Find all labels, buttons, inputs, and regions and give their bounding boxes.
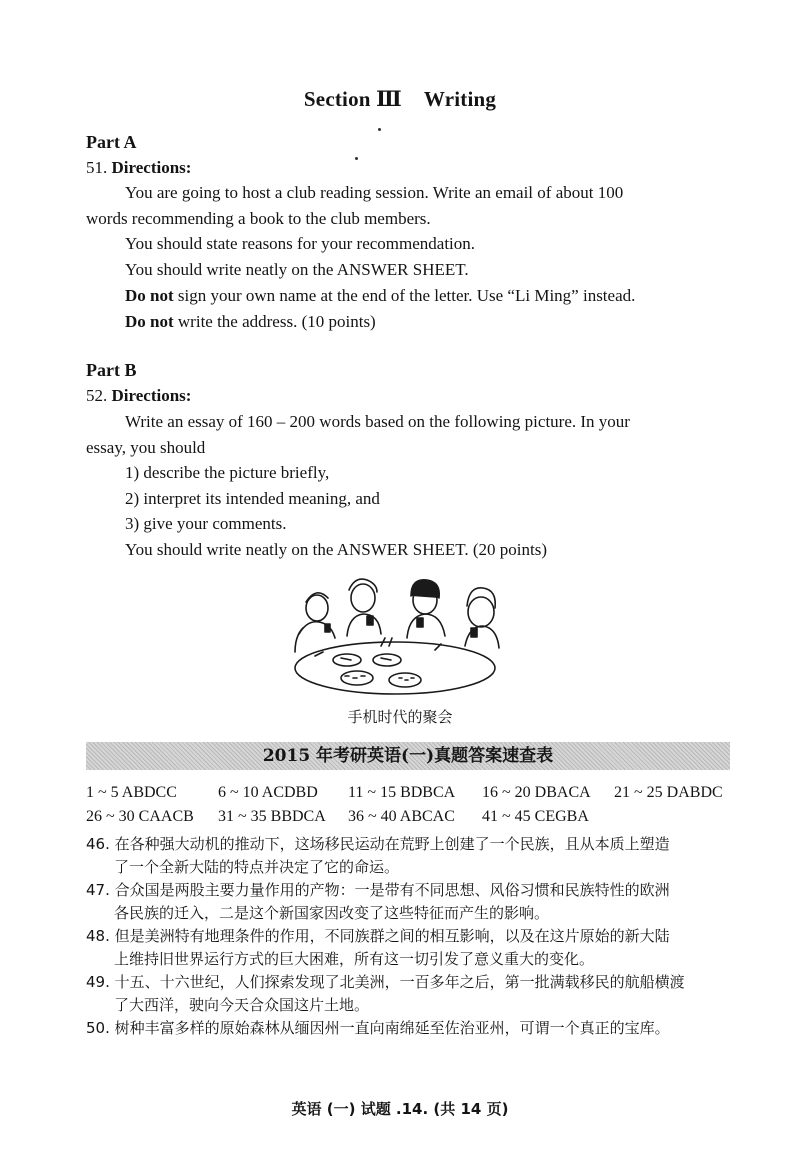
phone-icon — [325, 624, 330, 632]
part-a-instruction — [125, 312, 376, 332]
part-b-line: essay, you should — [86, 438, 206, 457]
person-left — [306, 595, 328, 621]
answer-48: 48. 但是美洲特有地理条件的作用，不同族群之间的相互影响，以及在这片原始的新大陆 — [86, 927, 670, 945]
speck-mark — [378, 128, 381, 131]
answer-group: 11 ~ 15 BDBCA — [348, 784, 456, 801]
phone-icon — [367, 616, 373, 625]
instruction-text: write the address. (10 points) — [173, 312, 376, 331]
part-b-list-item: 2) interpret its intended meaning, and — [125, 489, 380, 508]
answer-key-banner: 2015 年考研英语(一)真题答案速查表 — [86, 742, 730, 770]
answer-group: 36 ~ 40 ABCAC — [348, 808, 455, 825]
part-a-line: words recommending a book to the club members. — [86, 209, 431, 228]
part-b-line: You should write neatly on the ANSWER SHEET. (20 points) — [125, 540, 547, 559]
answer-49: 49. 十五、十六世纪，人们探索发现了北美洲，一百多年之后，第一批满载移民的航船横渡 — [86, 973, 685, 991]
part-b-line: Write an essay of 160 – 200 words based on the following picture. In your — [125, 412, 630, 431]
part-b-list-item: 1) describe the picture briefly, — [125, 463, 330, 482]
person-middle-left — [351, 584, 375, 612]
part-a-instruction — [125, 286, 635, 306]
phone-icon — [471, 628, 477, 637]
answer-47-continued: 各民族的迁入，二是这个新国家因改变了这些特征而产生的影响。 — [114, 904, 550, 922]
answer-group: 6 ~ 10 ACDBD — [218, 784, 318, 801]
answer-group: 41 ~ 45 CEGBA — [482, 808, 589, 825]
page-footer: 英语 (一) 试题 .14. (共 14 页) — [291, 1100, 509, 1118]
part-a-line: You should state reasons for your recommendation. — [125, 234, 476, 253]
answer-group: 21 ~ 25 DABDC — [614, 784, 723, 801]
directions-label: Directions: — [111, 158, 192, 177]
question-52-number: 52. — [86, 386, 108, 405]
answer-group: 16 ~ 20 DBACA — [482, 784, 591, 801]
dinner-phones-illustration — [285, 568, 505, 696]
part-a-line: You should write neatly on the ANSWER SHEET. — [125, 260, 469, 279]
answer-47: 47. 合众国是两股主要力量作用的产物：一是带有不同思想、风俗习惯和民族特性的欧洲 — [86, 881, 670, 899]
answer-46-continued: 了一个全新大陆的特点并决定了它的命运。 — [114, 858, 400, 876]
person-right — [468, 597, 494, 627]
answer-50: 50. 树种丰富多样的原始森林从缅因州一直向南绵延至佐治亚州，可谓一个真正的宝库。 — [86, 1019, 670, 1037]
directions-label: Directions: — [111, 386, 192, 405]
phone-icon — [417, 618, 423, 627]
section-name: Writing — [423, 87, 497, 111]
picture-caption: 手机时代的聚会 — [347, 708, 453, 726]
instruction-text: sign your own name at the end of the letter. Use “Li Ming” instead. — [173, 286, 636, 305]
part-a-line: You are going to host a club reading session. Write an email of about 100 — [125, 183, 624, 202]
question-51-label — [86, 158, 191, 178]
answer-46: 46. 在各种强大动机的推动下，这场移民运动在荒野上创建了一个民族，且从本质上塑造 — [86, 835, 670, 853]
question-52-label — [86, 386, 191, 406]
answer-group: 1 ~ 5 ABDCC — [86, 784, 177, 801]
question-51-number: 51. — [86, 158, 108, 177]
speck-mark — [355, 157, 358, 160]
section-title — [0, 86, 800, 112]
answer-group: 26 ~ 30 CAACB — [86, 808, 194, 825]
answer-49-continued: 了大西洋，驶向今天合众国这片土地。 — [114, 996, 370, 1014]
part-b-list-item: 3) give your comments. — [125, 514, 287, 533]
section-number: Section Ⅲ — [303, 87, 402, 111]
do-not-emphasis: Do not — [125, 286, 174, 305]
answer-48-continued: 上维持旧世界运行方式的巨大困难，所有这一切引发了意义重大的变化。 — [114, 950, 595, 968]
part-a-heading: Part A — [86, 132, 137, 152]
do-not-emphasis: Do not — [125, 312, 174, 331]
part-b-heading: Part B — [86, 360, 137, 380]
answer-group: 31 ~ 35 BBDCA — [218, 808, 326, 825]
